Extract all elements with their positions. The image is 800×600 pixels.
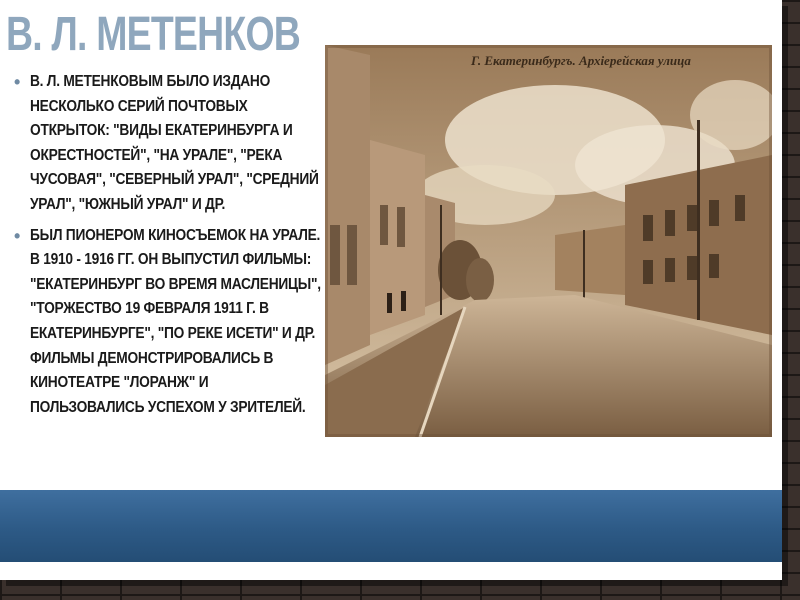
historic-street-photo bbox=[325, 45, 772, 437]
slide-title: В. Л. МЕТЕНКОВ bbox=[6, 8, 301, 61]
bottom-white-strip bbox=[0, 562, 782, 580]
street-photo-illustration bbox=[325, 45, 772, 437]
slide-content bbox=[14, 70, 324, 490]
bullet-item bbox=[14, 224, 324, 421]
bottom-color-band bbox=[0, 490, 782, 562]
photo-caption: Г. Екатеринбургъ. Архіерейская улица bbox=[471, 53, 691, 68]
bullet-text: В. Л. МЕТЕНКОВЫМ БЫЛО ИЗДАНО НЕСКОЛЬКО СЕРИЙ ПОЧТОВЫХ ОТКРЫТОК: "ВИДЫ ЕКАТЕРИНБУРГА И ОКРЕСТНОСТЕЙ", "НА УРАЛЕ", "РЕКА ЧУСОВАЯ", "СЕВЕРНЫЙ УРАЛ", "СРЕДНИЙ УРАЛ", "ЮЖНЫЙ УРАЛ" И ДР. bbox=[30, 73, 319, 213]
bullet-text: БЫЛ ПИОНЕРОМ КИНОСЪЕМОК НА УРАЛЕ. В 1910 - 1916 ГГ. ОН ВЫПУСТИЛ ФИЛЬМЫ: "ЕКАТЕРИНБУРГ ВО ВРЕМЯ МАСЛЕНИЦЫ", "ТОРЖЕСТВО 19 ФЕВРАЛЯ 1911 Г. В ЕКАТЕРИНБУРГЕ", "ПО РЕКЕ ИСЕТИ" И ДР. ФИЛЬМЫ ДЕМОНСТРИРОВАЛИСЬ В КИНОТЕАТРЕ "ЛОРАНЖ" И ПОЛЬЗОВАЛИСЬ УСПЕХОМ У ЗРИТЕЛЕЙ. bbox=[30, 226, 321, 416]
bullet-dot-icon: • bbox=[14, 225, 21, 246]
bullet-item bbox=[14, 70, 324, 218]
bullet-dot-icon: • bbox=[14, 72, 21, 92]
